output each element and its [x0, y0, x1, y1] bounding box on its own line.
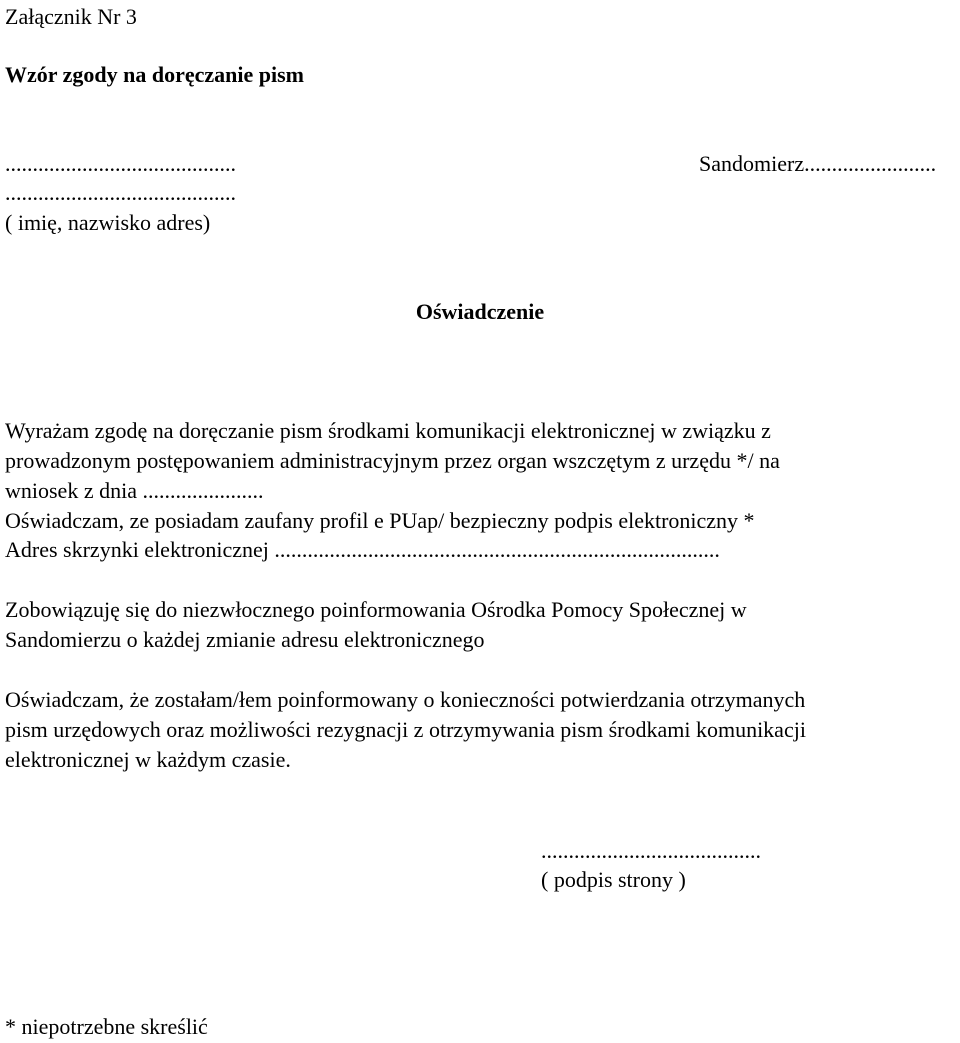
paragraph-profile-line: Oświadczam, ze posiadam zaufany profil e PUap/ bezpieczny podpis elektroniczny *: [5, 508, 755, 533]
signature-caption: ( podpis strony ): [541, 867, 686, 892]
document-title: Wzór zgody na doręczanie pism: [5, 62, 305, 87]
paragraph-consent-line-1: Wyrażam zgodę na doręczanie pism środkami komunikacji elektronicznej w związku z: [5, 418, 771, 443]
paragraph-mailbox-line: Adres skrzynki elektronicznej .................................................................................: [5, 537, 720, 562]
paragraph-informed-line-3: elektronicznej w każdym czasie.: [5, 747, 291, 772]
paragraph-consent-line-3: wniosek z dnia ......................: [5, 478, 264, 503]
place-date-field: Sandomierz........................: [699, 151, 937, 176]
paragraph-obligation-line-1: Zobowiązuję się do niezwłocznego poinformowania Ośrodka Pomocy Społecznej w: [5, 597, 747, 622]
signature-dots: ........................................: [541, 838, 761, 863]
paragraph-informed-line-1: Oświadczam, że zostałam/łem poinformowany o konieczności potwierdzania otrzymanych: [5, 687, 806, 712]
paragraph-informed-line-2: pism urzędowych oraz możliwości rezygnacji z otrzymywania pism środkami komunikacji: [5, 717, 806, 742]
footnote: * niepotrzebne skreślić: [5, 1014, 208, 1039]
paragraph-consent-line-2: prowadzonym postępowaniem administracyjnym przez organ wszczętym z urzędu */ na: [5, 448, 780, 473]
sender-caption: ( imię, nazwisko adres): [5, 210, 211, 235]
statement-heading: Oświadczenie: [415, 299, 545, 324]
paragraph-obligation-line-2: Sandomierzu o każdej zmianie adresu elektronicznego: [5, 627, 485, 652]
annex-label: Załącznik Nr 3: [5, 4, 137, 29]
sender-dots-line-1: ..........................................: [5, 151, 236, 176]
sender-dots-line-2: ..........................................: [5, 180, 236, 205]
